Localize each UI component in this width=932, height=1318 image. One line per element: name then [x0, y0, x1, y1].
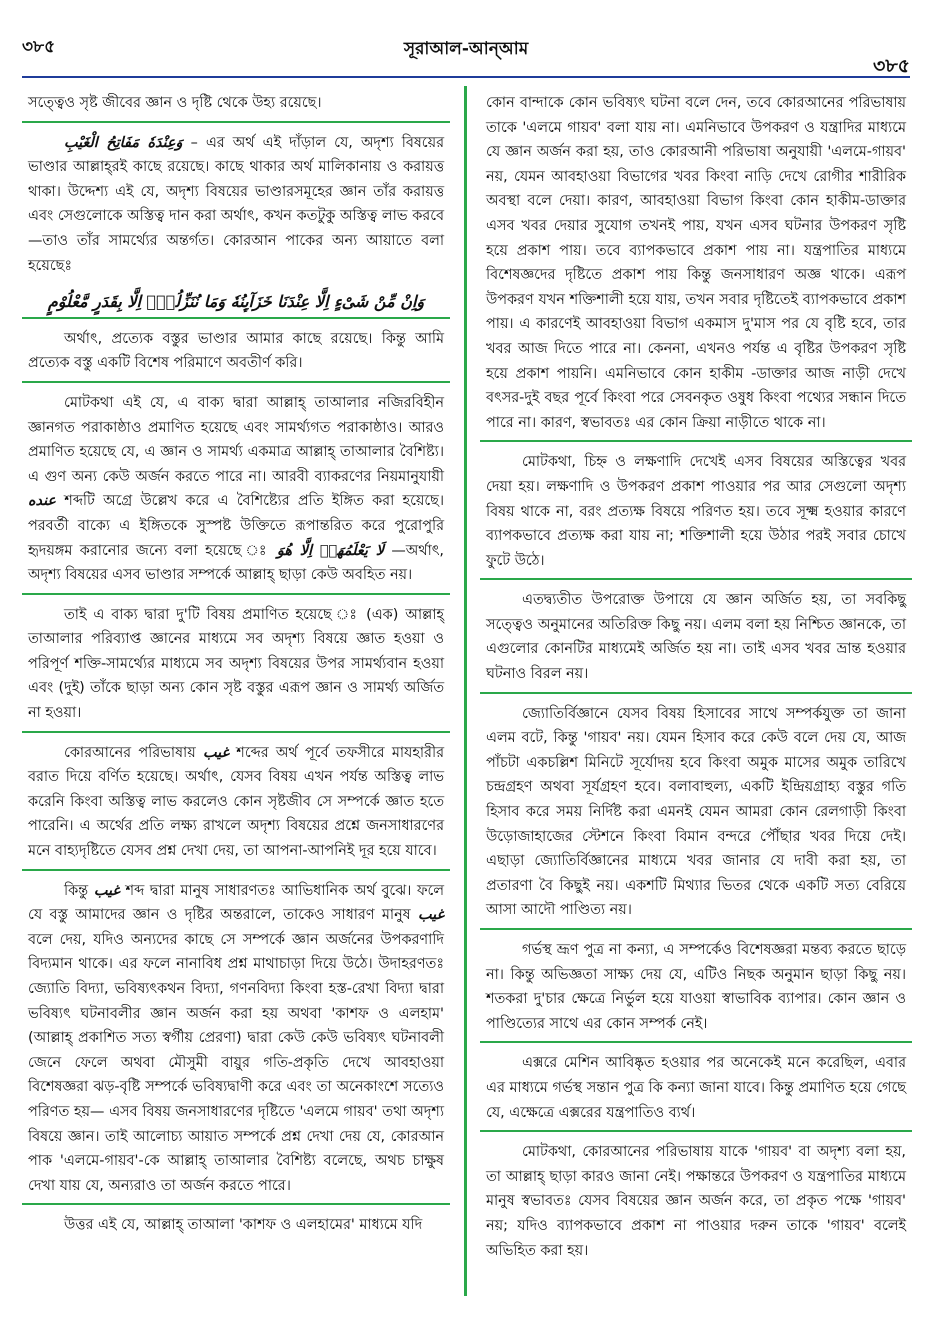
paragraph [22, 88, 450, 123]
paragraph [22, 324, 450, 383]
paragraph [22, 600, 450, 733]
paragraph-text: গর্ভস্থ ভ্রূণ পুত্র না কন্যা, এ সম্পর্কেও বিশেষজ্ঞরা মন্তব্য করতে ছাড়ে না। কিন্তু অভিজ্ঞতা সাক্ষ্য দেয় যে, এটিও নিছক অনুমান ছাড়া কিছু নয়। শতকরা দু'চার ক্ষেত্রে নির্ভুল হয়ে যাওয়া স্বাভাবিক ব্যাপার। কোন জ্ঞান ও পাণ্ডিত্যের সাথে এর কোন সম্পর্ক নেই। [486, 942, 906, 1032]
paragraph-text: কোরআনের পরিভাষায় [64, 744, 203, 761]
paragraph [22, 388, 450, 595]
paragraph-text: কিন্তু [64, 882, 94, 899]
arabic-word: غيب [202, 743, 229, 761]
quran-ayah: وَاِنْ مِّنْ شَیْءٍ اِلَّا عِنْدَنَا خَزَآىِٕنُهٗ وَمَا نُنَزِّلُهٗۤ اِلَّا بِقَدَرٍ مَّعْلُوْمٍ [22, 288, 450, 319]
column-divider [464, 86, 467, 1296]
paragraph-text: কোন বান্দাকে কোন ভবিষ্যৎ ঘটনা বলে দেন, তবে কোরআনের পরিভাষায় তাকে 'এলমে গায়ব' বলা যায় না। এমনিভাবে উপকরণ ও যন্ত্রাদির মাধ্যমে যে জ্ঞান অর্জন করা হয়, তাও কোরআনী পরিভাষা অনুযায়ী 'এলমে-গায়ব' নয়, যেমন আবহাওয়া বিভাগের খবর কিংবা নাড়ি দেখে রোগীর শারীরিক অবস্থা বলে দেয়া। কারণ, আবহাওয়া বিভাগ কিংবা কোন হাকীম-ডাক্তার এসব খবর দেয়ার সুযোগ তখনই পায়, যখন এসব ঘটনার উপকরণ সৃষ্টি হয়ে প্রকাশ পায়। তবে ব্যাপকভাবে প্রকাশ পায় না। যন্ত্রপাতির মাধ্যমে বিশেষজ্ঞদের দৃষ্টিতে প্রকাশ পায় কিন্তু জনসাধারণ অজ্ঞ থাকে। এরূপ উপকরণ যখন শক্তিশালী হয়ে যায়, তখন সবার দৃষ্টিতেই ব্যাপকভাবে প্রকাশ পায়। এ কারণেই আবহাওয়া বিভাগ একমাস দু'মাস পর যে বৃষ্টি হবে, তার খবর আজ দিতে পারে না। কেননা, এখনও পর্যন্ত এ বৃষ্টির উপকরণ সৃষ্টি হয়ে প্রকাশ পায়নি। এমনিভাবে কোন হাকীম -ডাক্তার আজ নাড়ী দেখে বৎসর-দুই বছর পূর্বে কিংবা পরে সেবনকৃত ওষুধ কিংবা পথ্যের সন্ধান দিতে পারে না। কারণ, স্বভাবতঃ এর কোন ক্রিয়া নাড়ীতে থাকে না। [486, 95, 906, 431]
arabic-word: غيب [418, 906, 444, 924]
arabic-phrase: لَا يَعْلَمُهَاۤ اِلَّا هُوَ [276, 541, 384, 559]
paragraph [480, 447, 912, 580]
arabic-phrase: وَعِنْدَهٗ مَفَاتِحُ الْغَيْبِ [64, 133, 183, 151]
paragraph-text: শব্দের অর্থ পূর্বে তফসীরে মাযহারীর বরাত দিয়ে বর্ণিত হয়েছে। অর্থাৎ, যেসব বিষয় এখন পর্যন্ত অস্তিত্ব লাভ করেনি কিংবা অস্তিত্ব লাভ করলেও কোন সৃষ্টজীব সে সম্পর্কে জ্ঞাত হতে পারেনি। এ অর্থের প্রতি লক্ষ্য রাখলে অদৃশ্য বিষয়ের প্রশ্নে জনসাধারণের মনে বাহ্যদৃষ্টিতে যেসব প্রশ্ন দেখা দেয়, তা আপনা-আপনিই দূর হয়ে যাবে। [28, 744, 444, 860]
left-column [22, 88, 450, 1296]
page-number-right: ৩৮৫ [872, 55, 910, 77]
paragraph [480, 88, 912, 442]
paragraph [22, 1210, 450, 1243]
paragraph-text: জ্যোতির্বিজ্ঞানে যেসব বিষয় হিসাবের সাথে সম্পর্কযুক্ত তা জানা এলম বটে, কিন্তু 'গায়ব' নয়। যেমন হিসাব করে কেউ বলে দেয় যে, আজ পাঁচটা একচল্লিশ মিনিটে সূর্যোদয় হবে কিংবা অমুক মাসের অমুক তারিখে চন্দ্রগ্রহণ অথবা সূর্যগ্রহণ হবে। বলাবাহুল্য, একটি ইন্দ্রিয়গ্রাহ্য বস্তুর গতি হিসাব করে সময় নির্দিষ্ট করা এমনই যেমন আমরা কোন রেলগাড়ী কিংবা উড়োজাহাজের স্টেশনে কিংবা বিমান বন্দরে পৌঁছার খবর দিয়ে দেই। এছাড়া জ্যোতির্বিজ্ঞানের মাধ্যমে খবর জানার যে দাবী করা হয়, তা প্রতারণা বৈ কিছুই নয়। একশটি মিথ্যার ভিতর থেকে একটি সত্য বেরিয়ে আসা আদৌ পাণ্ডিত্য নয়। [486, 705, 906, 919]
paragraph-text: – এর অর্থ এই দাঁড়াল যে, অদৃশ্য বিষয়ের ভাণ্ডার আল্লাহ্‌রই কাছে রয়েছে। কাছে থাকার অর্থ মালিকানায় ও করায়ত্ত থাকা। উদ্দেশ্য এই যে, অদৃশ্য বিষয়ের ভাণ্ডারসমূহের জ্ঞান তাঁর করায়ত্ত এবং সেগুলোকে অস্তিত্ব দান করা অর্থাৎ, কখন কতটুকু অস্তিত্ব লাভ করবে —তাও তাঁর সামর্থ্যের অন্তর্গত। কোরআন পাকের অন্য আয়াতে বলা হয়েছেঃ [28, 134, 444, 274]
paragraph-text: এতদ্ব্যতীত উপরোক্ত উপায়ে যে জ্ঞান অর্জিত হয়, তা সবকিছু সত্ত্বেও অনুমানের অতিরিক্ত কিছু নয়। এলম বলা হয় নিশ্চিত জ্ঞানকে, তা এগুলোর কোনটির মাধ্যমেই অর্জিত হয় না। তাই এসব খবর ভ্রান্ত হওয়ার ঘটনাও বিরল নয়। [486, 592, 906, 683]
paragraph-text: মোটকথা এই যে, এ বাক্য দ্বারা আল্লাহ্‌ তাআলার নজিরবিহীন জ্ঞানগত পরাকাষ্ঠাও প্রমাণিত হয়েছে এবং সামর্থ্যগত পরাকাষ্ঠাও। আরও প্রমাণিত হয়েছে যে, এ জ্ঞান ও সামর্থ্য একমাত্র আল্লাহ্‌ তাআলার বৈশিষ্ট্য। এ গুণ অন্য কেউ অর্জন করতে পারে না। আরবী ব্যাকরণের নিয়মানুযায়ী [28, 394, 444, 485]
right-column [480, 88, 912, 1296]
paragraph-text: সত্ত্বেও সৃষ্ট জীবের জ্ঞান ও দৃষ্টি থেকে উহ্য রয়েছে। [28, 95, 322, 111]
page-number-left: ৩৮৫ [22, 37, 56, 57]
paragraph [480, 935, 912, 1043]
paragraph-text: অর্থাৎ, প্রত্যেক বস্তুর ভাণ্ডার আমার কাছে রয়েছে। কিন্তু আমি প্রত্যেক বস্তু একটি বিশেষ পরিমাণে অবতীর্ণ করি। [28, 330, 444, 372]
paragraph-text: মোটকথা, চিহ্ন ও লক্ষণাদি দেখেই এসব বিষয়ের অস্তিত্বের খবর দেয়া হয়। লক্ষণাদি ও উপকরণ প্রকাশ পাওয়ার পর আর সেগুলো অদৃশ্য বিষয় থাকে না, বরং প্রত্যক্ষ বিষয়ে পরিণত হয়। তবে সূক্ষ্ম হওয়ার কারণে ব্যাপকভাবে প্রত্যক্ষ করা যায় না; শক্তিশালী হয়ে উঠার পরই সবার চোখে ফুটে উঠে। [486, 454, 906, 569]
paragraph-text: বলে দেয়, যদিও অন্যদের কাছে সে সম্পর্কে জ্ঞান অর্জনের উপকরণাদি বিদ্যমান থাকে। এর ফলে নানাবিধ প্রশ্ন মাথাচাড়া দিয়ে উঠে। উদাহরণতঃ জ্যোতি বিদ্যা, ভবিষ্যৎকথন বিদ্যা, গণনবিদ্যা কিংবা হস্ত-রেখা বিদ্যা দ্বারা ভবিষ্যৎ ঘটনাবলীর জ্ঞান অর্জন করা হয় অথবা 'কাশফ ও এলহাম' (আল্লাহ্‌ প্রকাশিত সত্য স্বর্গীয় প্রেরণা) দ্বারা কেউ কেউ ভবিষ্যৎ ঘটনাবলী জেনে ফেলে অথবা মৌসুমী বায়ুর গতি-প্রকৃতি দেখে আবহাওয়া বিশেষজ্ঞরা ঝড়-বৃষ্টি সম্পর্কে ভবিষ্যদ্বাণী করে এবং তা অনেকাংশে সত্যেও পরিণত হয়— এসব বিষয় জনসাধারণের দৃষ্টিতে 'এলমে গায়ব' তথা অদৃশ্য বিষয়ে জ্ঞান। তাই আলোচ্য আয়াত সম্পর্কে প্রশ্ন দেখা দেয় যে, কোরআন পাক 'এলমে-গায়ব'-কে আল্লাহ্‌ তাআলার বৈশিষ্ট্য বলেছে, অথচ চাক্ষুষ দেখা যায় যে, অন্যরাও তা অর্জন করতে পারে। [28, 931, 444, 1194]
page-header [22, 30, 910, 77]
paragraph [480, 1048, 912, 1132]
paragraph-text: —অর্থাৎ, অদৃশ্য বিষয়ের এসব ভাণ্ডার সম্পর্কে আল্লাহ্‌ ছাড়া কেউ অবহিত নয়। [28, 542, 445, 584]
paragraph [480, 699, 912, 930]
paragraph-text: উত্তর এই যে, আল্লাহ্‌ তাআলা 'কাশফ ও এলহামের' মাধ্যমে যদি [64, 1217, 423, 1234]
paragraph-text: মোটকথা, কোরআনের পরিভাষায় যাকে 'গায়ব' বা অদৃশ্য বলা হয়, তা আল্লাহ্‌ ছাড়া কারও জানা নেই। পক্ষান্তরে উপকরণ ও যন্ত্রপাতির মাধ্যমে মানুষ স্বভাবতঃ যেসব বিষয়ের জ্ঞান অর্জন করে, তা প্রকৃত পক্ষে 'গায়ব' নয়; যদিও ব্যাপকভাবে প্রকাশ না পাওয়ার দরুন তাকে 'গায়ব' বলেই অভিহিত করা হয়। [486, 1144, 906, 1259]
surah-title: সূরাআল-আন্‌আম [403, 39, 529, 59]
paragraph-text: শব্দ দ্বারা মানুষ সাধারণতঃ আভিধানিক অর্থ বুঝে। ফলে যে বস্তু আমাদের জ্ঞান ও দৃষ্টির অন্তরালে, তাকেও সাধারণ মানুষ [28, 882, 444, 924]
paragraph-text: তাই এ বাক্য দ্বারা দু'টি বিষয় প্রমাণিত হয়েছে ঃ (এক) আল্লাহ্‌ তাআলার পরিব্যাপ্ত জ্ঞানের মাধ্যমে সব অদৃশ্য বিষয়ে জ্ঞাত হওয়া ও পরিপূর্ণ শক্তি-সামর্থ্যের মাধ্যমে সব অদৃশ্য বিষয়ের উপর সামর্থ্যবান হওয়া এবং (দুই) তাঁকে ছাড়া অন্য কোন সৃষ্ট বস্তুর এরূপ জ্ঞান ও সামর্থ্য অর্জিত না হওয়া। [28, 606, 444, 722]
paragraph [22, 876, 450, 1206]
arabic-word: غيب [93, 881, 120, 899]
paragraph [22, 128, 450, 284]
paragraph-text: শব্দটি অগ্রে উল্লেখ করে এ বৈশিষ্ট্যের প্রতি ইঙ্গিত করা হয়েছে। পরবর্তী বাক্যে এ ইঙ্গিতকে সুস্পষ্ট উক্তিতে রূপান্তরিত করে পুরোপুরি হৃদয়ঙ্গম করানোর জন্যে বলা হয়েছে ঃ [28, 493, 444, 559]
arabic-word: عنده [28, 492, 57, 510]
paragraph [22, 738, 450, 871]
paragraph [480, 585, 912, 693]
header-rule [22, 76, 910, 78]
paragraph [480, 1137, 912, 1268]
paragraph-text: এক্সরে মেশিন আবিষ্কৃত হওয়ার পর অনেকেই মনে করেছিল, এবার এর মাধ্যমে গর্ভস্থ সন্তান পুত্র কি কন্যা জানা যাবে। কিন্তু প্রমাণিত হয়ে গেছে যে, এক্ষেত্রে এক্সরের যন্ত্রপাতিও ব্যর্থ। [486, 1055, 906, 1121]
